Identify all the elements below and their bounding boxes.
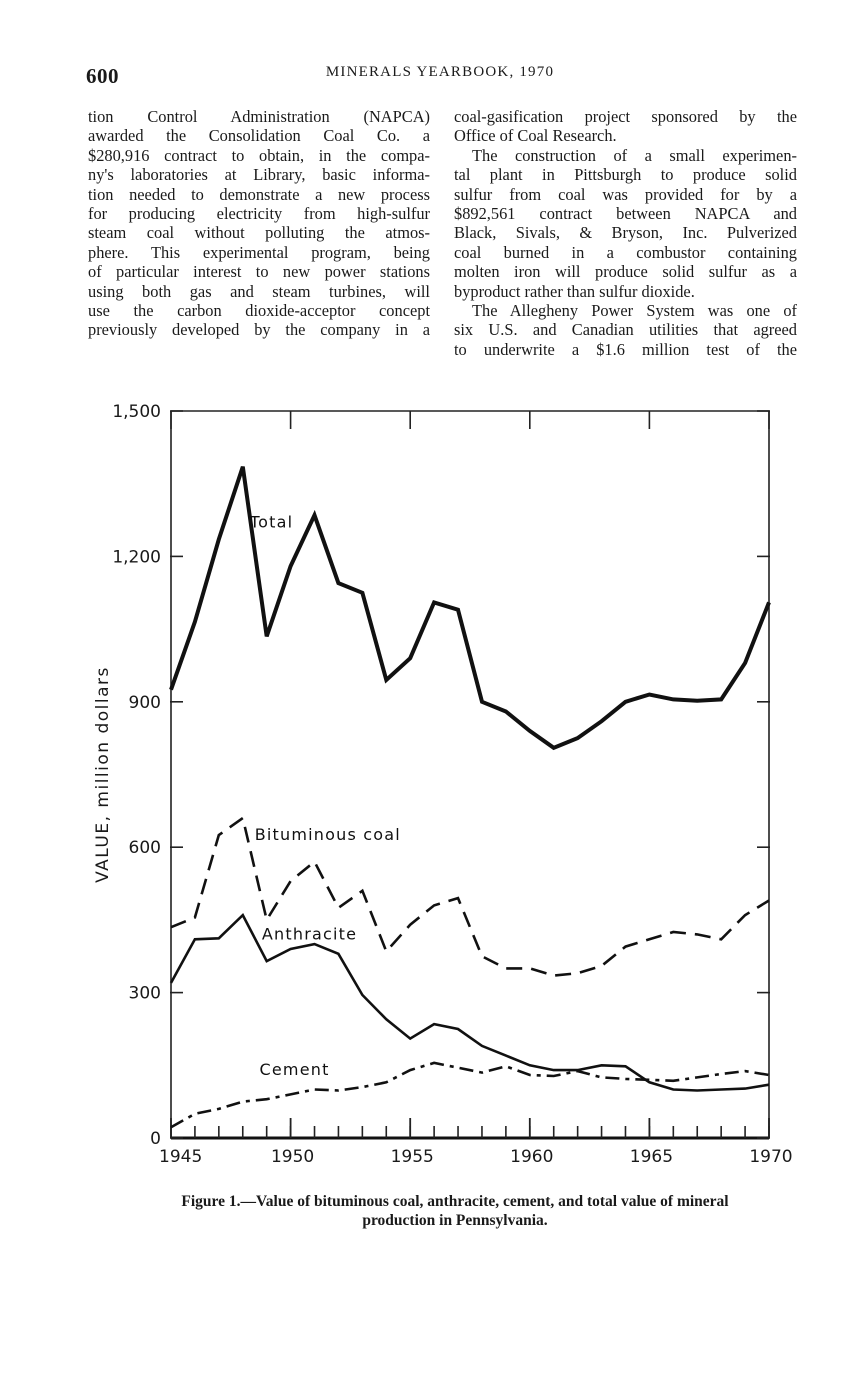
running-head: MINERALS YEARBOOK, 1970 [325, 64, 555, 80]
text-line: six U.S. and Canadian utilities that agreed [454, 320, 797, 340]
y-axis-title: VALUE, million dollars [93, 666, 113, 883]
figure-chart [0, 390, 848, 1190]
text-line: tion needed to demonstrate a new process [88, 184, 430, 204]
text-line: to underwrite a $1.6 million test of the [454, 339, 797, 359]
annotation-anthracite: Anthracite [261, 924, 358, 944]
x-tick-label: 1950 [270, 1147, 315, 1167]
series-line-total [171, 467, 769, 748]
y-tick-label: 300 [128, 983, 161, 1004]
text-line: coal-gasification project sponsored by the [454, 107, 797, 126]
figure-caption [110, 1192, 800, 1230]
text-line: of particular interest to new power stations [88, 262, 430, 282]
text-line: The construction of a small experimen- [472, 145, 797, 165]
right-text-column [454, 107, 797, 359]
text-line: Office of Coal Research. [454, 126, 617, 146]
left-text-column [88, 107, 430, 340]
page-number: 600 [86, 64, 119, 88]
annotation-bituminous-coal: Bituminous coal [254, 824, 401, 844]
text-line: $280,916 contract to obtain, in the compa- [88, 145, 430, 165]
text-line: steam coal without polluting the atmos- [88, 223, 430, 243]
annotation-cement: Cement [259, 1059, 330, 1079]
series-lines [171, 467, 769, 1128]
chart-labels [93, 402, 793, 1167]
text-line: for producing electricity from high-sulfur [88, 204, 430, 224]
text-line: tal plant in Pittsburgh to produce solid [454, 165, 797, 185]
y-tick-label: 900 [128, 692, 161, 713]
text-line: phere. This experimental program, being [88, 242, 430, 262]
text-line: ny's laboratories at Library, basic informa- [88, 165, 430, 185]
text-line: previously developed by the company in a [88, 320, 430, 340]
x-tick-label: 1960 [510, 1147, 554, 1167]
caption-line: production in Pennsylvania. [362, 1212, 548, 1229]
text-line: The Allegheny Power System was one of [472, 301, 797, 321]
y-tick-label: 0 [150, 1129, 161, 1149]
text-line: Black, Sivals, & Bryson, Inc. Pulverized [454, 223, 797, 243]
y-tick-label: 600 [128, 838, 161, 859]
x-tick-label: 1945 [159, 1147, 203, 1167]
line-chart [0, 390, 848, 1190]
text-line: awarded the Consolidation Coal Co. a [88, 126, 430, 146]
text-line: $892,561 contract between NAPCA and [454, 204, 797, 224]
annotation-total: Total [249, 512, 294, 532]
text-line: tion Control Administration (NAPCA) [88, 107, 430, 126]
text-line: use the carbon dioxide-acceptor concept [88, 301, 430, 321]
x-tick-label: 1965 [629, 1147, 674, 1167]
y-tick-label: 1,500 [112, 402, 161, 422]
text-line: using both gas and steam turbines, will [88, 281, 430, 301]
text-line: coal burned in a combustor containing [454, 242, 797, 262]
x-tick-label: 1955 [390, 1147, 434, 1167]
text-line: byproduct rather than sulfur dioxide. [454, 281, 695, 301]
text-line: sulfur from coal was provided for by a [454, 184, 797, 204]
x-tick-label: 1970 [749, 1147, 793, 1167]
text-line: molten iron will produce solid sulfur as a [454, 262, 797, 282]
y-tick-label: 1,200 [112, 547, 161, 568]
caption-line: Figure 1.—Value of bituminous coal, anthracite, cement, and total value of mineral [181, 1193, 729, 1210]
